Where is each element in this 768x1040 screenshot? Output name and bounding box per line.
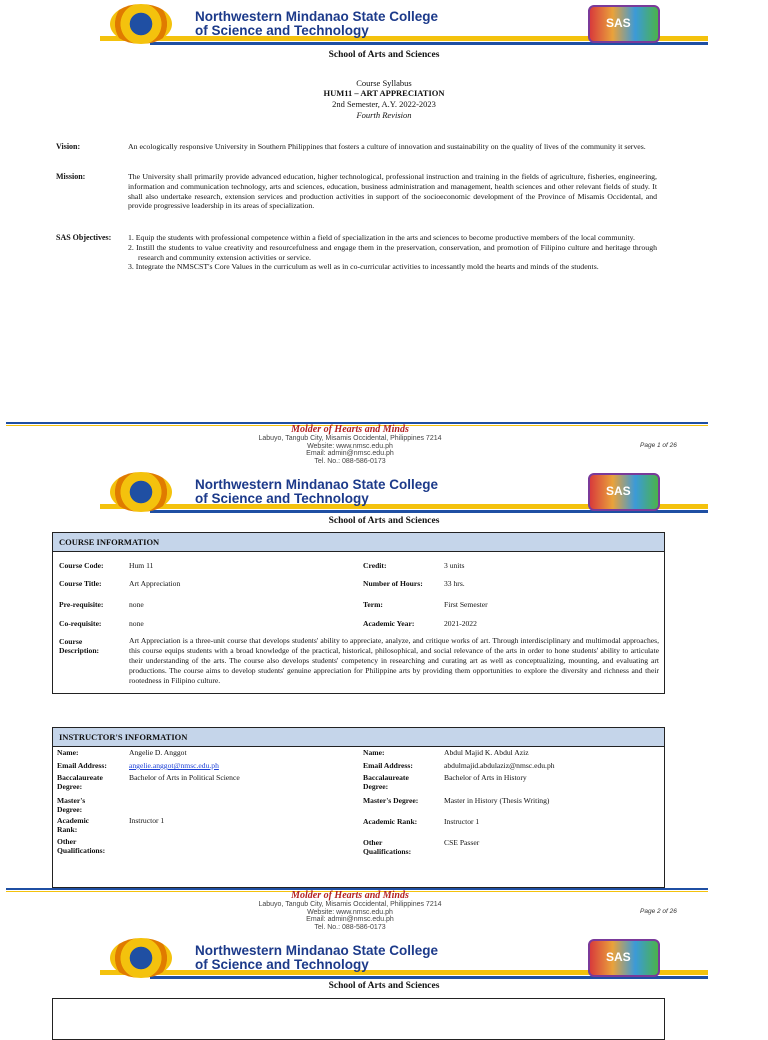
mission-label: Mission: [56, 172, 86, 181]
left-bacc-value: Bachelor of Arts in Political Science [129, 773, 240, 782]
left-masters-label: Master's Degree: [57, 796, 86, 814]
course-info-heading: COURSE INFORMATION [53, 533, 664, 552]
revision-label: Fourth Revision [356, 110, 412, 120]
college-name: Northwestern Mindanao State College of Science and Technology [195, 477, 439, 506]
hours-value: 33 hrs. [444, 579, 465, 588]
motto: Molder of Hearts and Minds [291, 890, 409, 901]
school-name: School of Arts and Sciences [328, 981, 440, 991]
objective-item: 2. Instill the students to value creativity and resourcefulness and engage them in the preservation, conservation, and promotion of Filipino culture and heritage through research and community extension activities or service. [128, 242, 657, 262]
right-masters-label: Master's Degree: [363, 796, 419, 805]
coreq-label: Co-requisite: [59, 619, 102, 628]
instructor-info-heading: INSTRUCTOR'S INFORMATION [53, 728, 664, 747]
left-name-label: Name: [57, 748, 79, 757]
college-seal-icon [110, 4, 172, 44]
left-email-link[interactable]: angelie.anggot@nmsc.edu.ph [129, 761, 219, 770]
term-label: Term: [363, 600, 383, 609]
coreq-value: none [129, 619, 144, 628]
college-name: Northwestern Mindanao State College of Science and Technology [195, 943, 439, 972]
right-name-label: Name: [363, 748, 385, 757]
vision-text: An ecologically responsive University in Southern Philippines that fosters a culture of innovation and sustainability on the quality of lives of the community it serves. [128, 142, 646, 151]
footer-address: Labuyo, Tangub City, Misamis Occidental, Philippines 7214 Website: www.nmsc.edu.ph Email: admin@nmsc.edu.ph Tel. No.: 088-586-0173 [258, 901, 442, 931]
page-number: Page 2 of 26 [640, 908, 677, 915]
left-other-label: Other Qualifications: [57, 837, 106, 855]
left-email-label: Email Address: [57, 761, 107, 770]
credit-label: Credit: [363, 561, 387, 570]
motto: Molder of Hearts and Minds [291, 424, 409, 435]
page3-box [52, 998, 665, 1040]
objectives-list [128, 233, 657, 272]
right-masters-value: Master in History (Thesis Writing) [444, 796, 550, 805]
sas-logo-icon: SAS [588, 473, 660, 511]
left-bacc-label: Baccalaureate Degree: [57, 773, 103, 791]
left-rank-value: Instructor 1 [129, 816, 165, 825]
term-value: First Semester [444, 600, 488, 609]
left-rank-label: Academic Rank: [57, 816, 90, 834]
college-seal-icon [110, 472, 172, 512]
right-rank-value: Instructor 1 [444, 817, 480, 826]
academic-year-label: Academic Year: [363, 619, 415, 628]
academic-year-value: 2021-2022 [444, 619, 477, 628]
course-code-value: Hum 11 [129, 561, 154, 570]
college-name: Northwestern Mindanao State College of Science and Technology [195, 9, 439, 38]
right-bacc-label: Baccalaureate Degree: [363, 773, 409, 791]
course-info-box [52, 532, 665, 694]
course-title-label: Course Title: [59, 579, 102, 588]
school-name: School of Arts and Sciences [328, 50, 440, 60]
right-rank-label: Academic Rank: [363, 817, 418, 826]
hours-label: Number of Hours: [363, 579, 423, 588]
syllabus-label: Course Syllabus [356, 78, 412, 88]
right-other-label: Other Qualifications: [363, 838, 412, 856]
course-description-label: Course Description: [59, 637, 100, 655]
sas-logo-icon: SAS [588, 939, 660, 977]
objective-item: 1. Equip the students with professional competence within a field of specialization in the arts and sciences to become productive members of the local community. [128, 233, 636, 242]
page1-footer [0, 422, 768, 468]
right-email-label: Email Address: [363, 761, 413, 770]
college-seal-icon [110, 938, 172, 978]
right-name-value: Abdul Majid K. Abdul Aziz [444, 748, 529, 757]
prereq-label: Pre-requisite: [59, 600, 104, 609]
course-description-text: Art Appreciation is a three-unit course that develops students' ability to appreciate, analyze, and critique works of art. Through interdisciplinary and multimodal approaches, this course equips students with a broad knowledge of the practical, historical, philosophical, and social relevance of the arts in order to hone students' ability to articulate their understanding of the arts. The course also develops students' competency in researching and curating art as well as conceptualizing, mounting, and evaluating art productions. The course aims to develop students' genuine appreciation for Philippine arts by providing them opportunities to explore the diversity and richness and their rootedness in Filipino culture. [129, 636, 659, 685]
right-bacc-value: Bachelor of Arts in History [444, 773, 527, 782]
prereq-value: none [129, 600, 144, 609]
right-email-value: abdulmajid.abdulaziz@nmsc.edu.ph [444, 761, 555, 770]
mission-text: The University shall primarily provide advanced education, higher technological, professional instruction and training in the fields of agriculture, fisheries, engineering, information and communication technology, arts and sciences, education, business administration and management, health sciences and other relevant fields of study. It shall also undertake research, extension services and production activities in support of the socioeconomic development of the Province of Misamis Occidental, and provide progressive leadership in its areas of specialization. [128, 172, 657, 211]
credit-value: 3 units [444, 561, 465, 570]
sas-logo-icon: SAS [588, 5, 660, 43]
objective-item: 3. Integrate the NMSCST's Core Values in the curriculum as well as in co-curricular activities to incessantly mold the hearts and minds of the students. [128, 262, 599, 272]
left-name-value: Angelie D. Anggot [129, 748, 187, 757]
objectives-label: SAS Objectives: [56, 233, 112, 242]
page-number: Page 1 of 26 [640, 442, 677, 449]
course-title-heading: HUM11 – ART APPRECIATION [323, 88, 445, 98]
page2-footer [0, 888, 768, 934]
footer-address: Labuyo, Tangub City, Misamis Occidental, Philippines 7214 Website: www.nmsc.edu.ph Email: admin@nmsc.edu.ph Tel. No.: 088-586-0173 [258, 435, 442, 465]
vision-label: Vision: [56, 142, 81, 151]
course-title-value: Art Appreciation [129, 579, 181, 588]
instructor-info-box [52, 727, 665, 888]
course-code-label: Course Code: [59, 561, 104, 570]
right-other-value: CSE Passer [444, 838, 480, 847]
school-name: School of Arts and Sciences [328, 516, 440, 526]
semester-label: 2nd Semester, A.Y. 2022-2023 [332, 99, 436, 109]
